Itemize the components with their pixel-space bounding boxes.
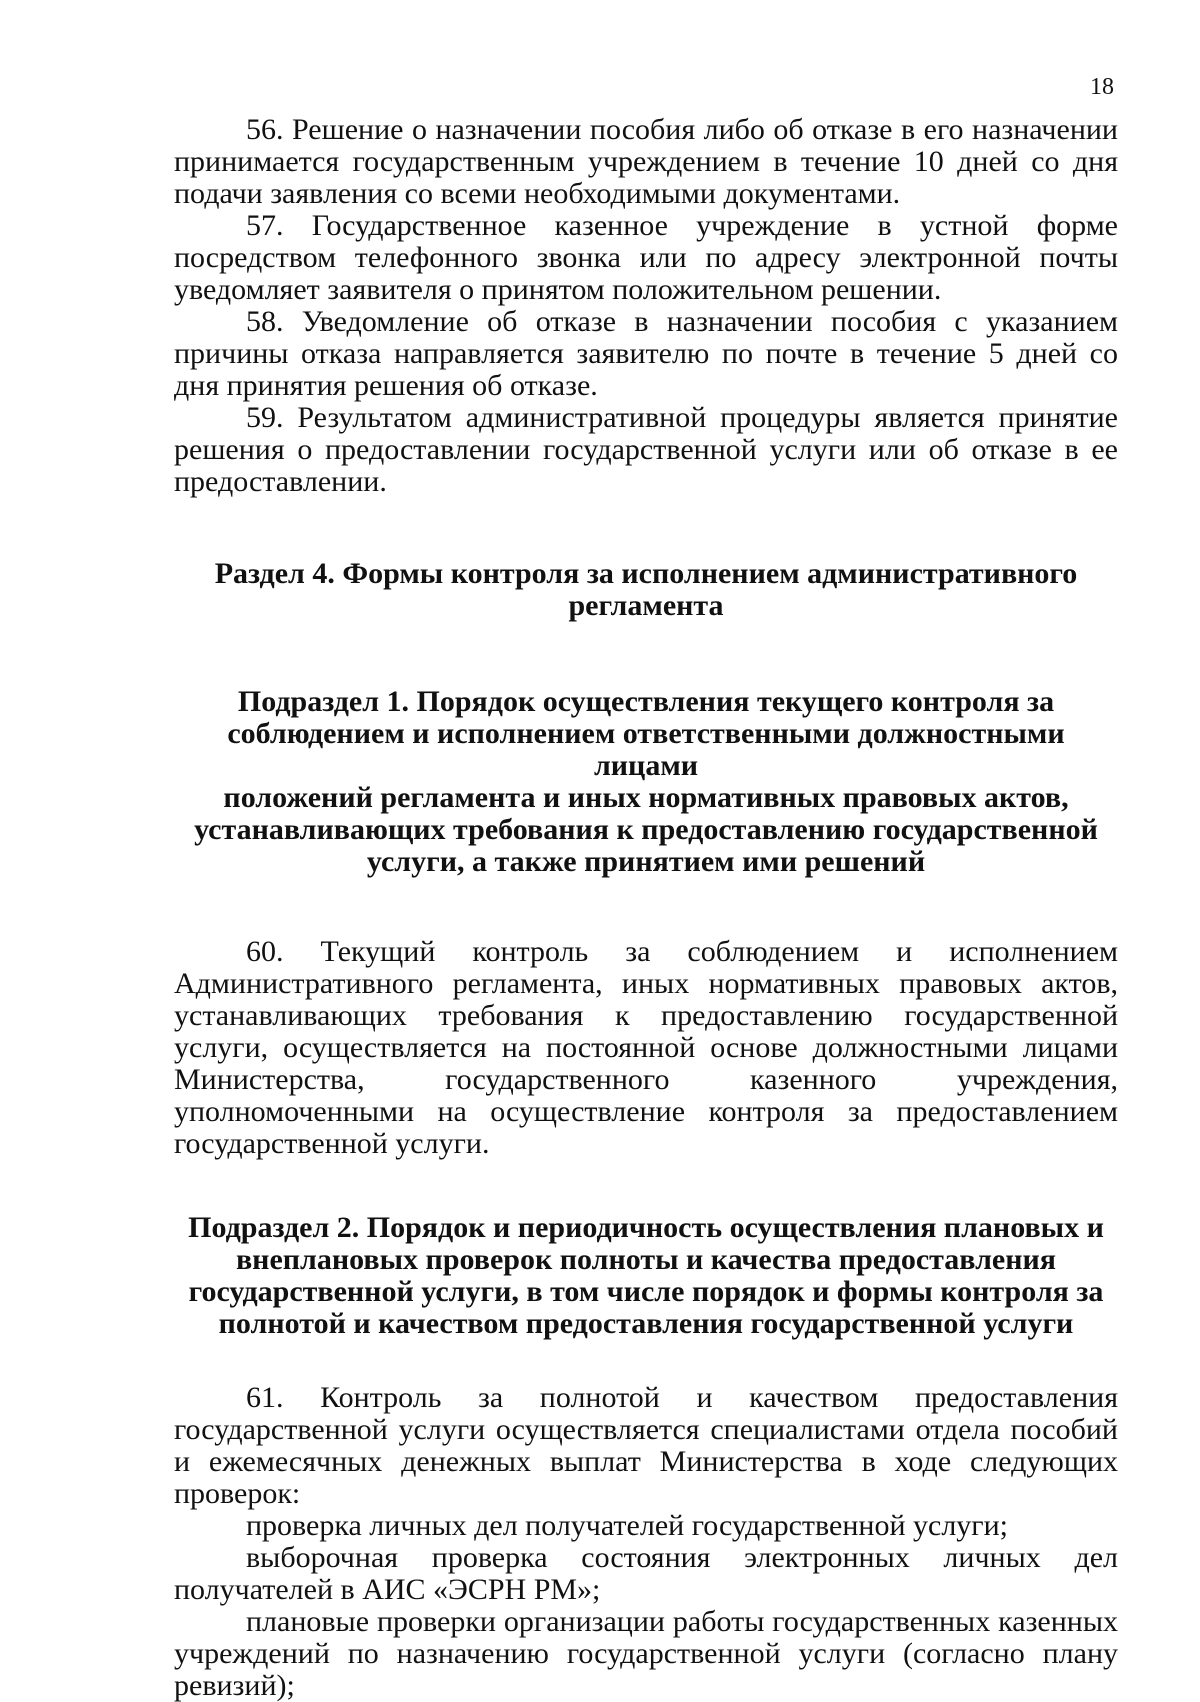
list-item-planned-inspections: плановые проверки организации работы государственных казенных учреждений по назначению государственной услуги (согласно плану ревизий); bbox=[174, 1605, 1118, 1702]
paragraph-58: 58. Уведомление об отказе в назначении пособия с указанием причины отказа направляется заявителю по почте в течение 5 дней со дня принятия решения об отказе. bbox=[174, 305, 1118, 402]
paragraph-59: 59. Результатом административной процедуры является принятие решения о предоставлении государственной услуги или об отказе в ее предоставлении. bbox=[174, 401, 1118, 498]
subsection-1-heading-line: положений регламента и иных нормативных правовых актов, bbox=[223, 781, 1069, 814]
paragraph-57: 57. Государственное казенное учреждение в устной форме посредством телефонного звонка или по адресу электронной почты уведомляет заявителя о принятом положительном решении. bbox=[174, 209, 1118, 306]
subsection-1-heading bbox=[174, 686, 1118, 878]
subsection-1-heading-line: услуги, а также принятием ими решений bbox=[366, 845, 926, 878]
subsection-2-heading-line: государственной услуги, в том числе порядок и формы контроля за bbox=[188, 1275, 1104, 1308]
section-4-heading-line: Раздел 4. Формы контроля за исполнением административного bbox=[214, 557, 1078, 590]
subsection-2-heading-line: внеплановых проверок полноты и качества предоставления bbox=[235, 1243, 1057, 1276]
section-4-heading-line: регламента bbox=[568, 589, 724, 622]
subsection-1-heading-line: Подраздел 1. Порядок осуществления текущего контроля за bbox=[237, 685, 1055, 718]
paragraph-61: 61. Контроль за полнотой и качеством предоставления государственной услуги осуществляется специалистами отдела пособий и ежемесячных денежных выплат Министерства в ходе следующих проверок: bbox=[174, 1381, 1118, 1510]
subsection-1-heading-line: устанавливающих требования к предоставлению государственной bbox=[194, 813, 1098, 846]
subsection-2-heading bbox=[174, 1212, 1118, 1340]
subsection-2-heading-line: полнотой и качеством предоставления государственной услуги bbox=[218, 1307, 1074, 1340]
document-body bbox=[174, 114, 1118, 1702]
page-number: 18 bbox=[1090, 74, 1114, 100]
list-item-personal-files-check: проверка личных дел получателей государственной услуги; bbox=[246, 1509, 1008, 1542]
subsection-1-heading-line: соблюдением и исполнением ответственными должностными лицами bbox=[227, 717, 1065, 782]
paragraph-56: 56. Решение о назначении пособия либо об отказе в его назначении принимается государственным учреждением в течение 10 дней со дня подачи заявления со всеми необходимыми документами. bbox=[174, 113, 1118, 210]
section-4-heading bbox=[174, 558, 1118, 622]
subsection-2-heading-line: Подраздел 2. Порядок и периодичность осуществления плановых и bbox=[188, 1211, 1104, 1244]
paragraph-60: 60. Текущий контроль за соблюдением и исполнением Административного регламента, иных нормативных правовых актов, устанавливающих требования к предоставлению государственной услуги, осуществляется на постоянной основе должностными лицами Министерства, государственного казенного учреждения, уполномоченными на осуществление контроля за предоставлением государственной услуги. bbox=[174, 935, 1118, 1160]
list-item-electronic-files-check: выборочная проверка состояния электронных личных дел получателей в АИС «ЭСРН РМ»; bbox=[174, 1541, 1118, 1606]
